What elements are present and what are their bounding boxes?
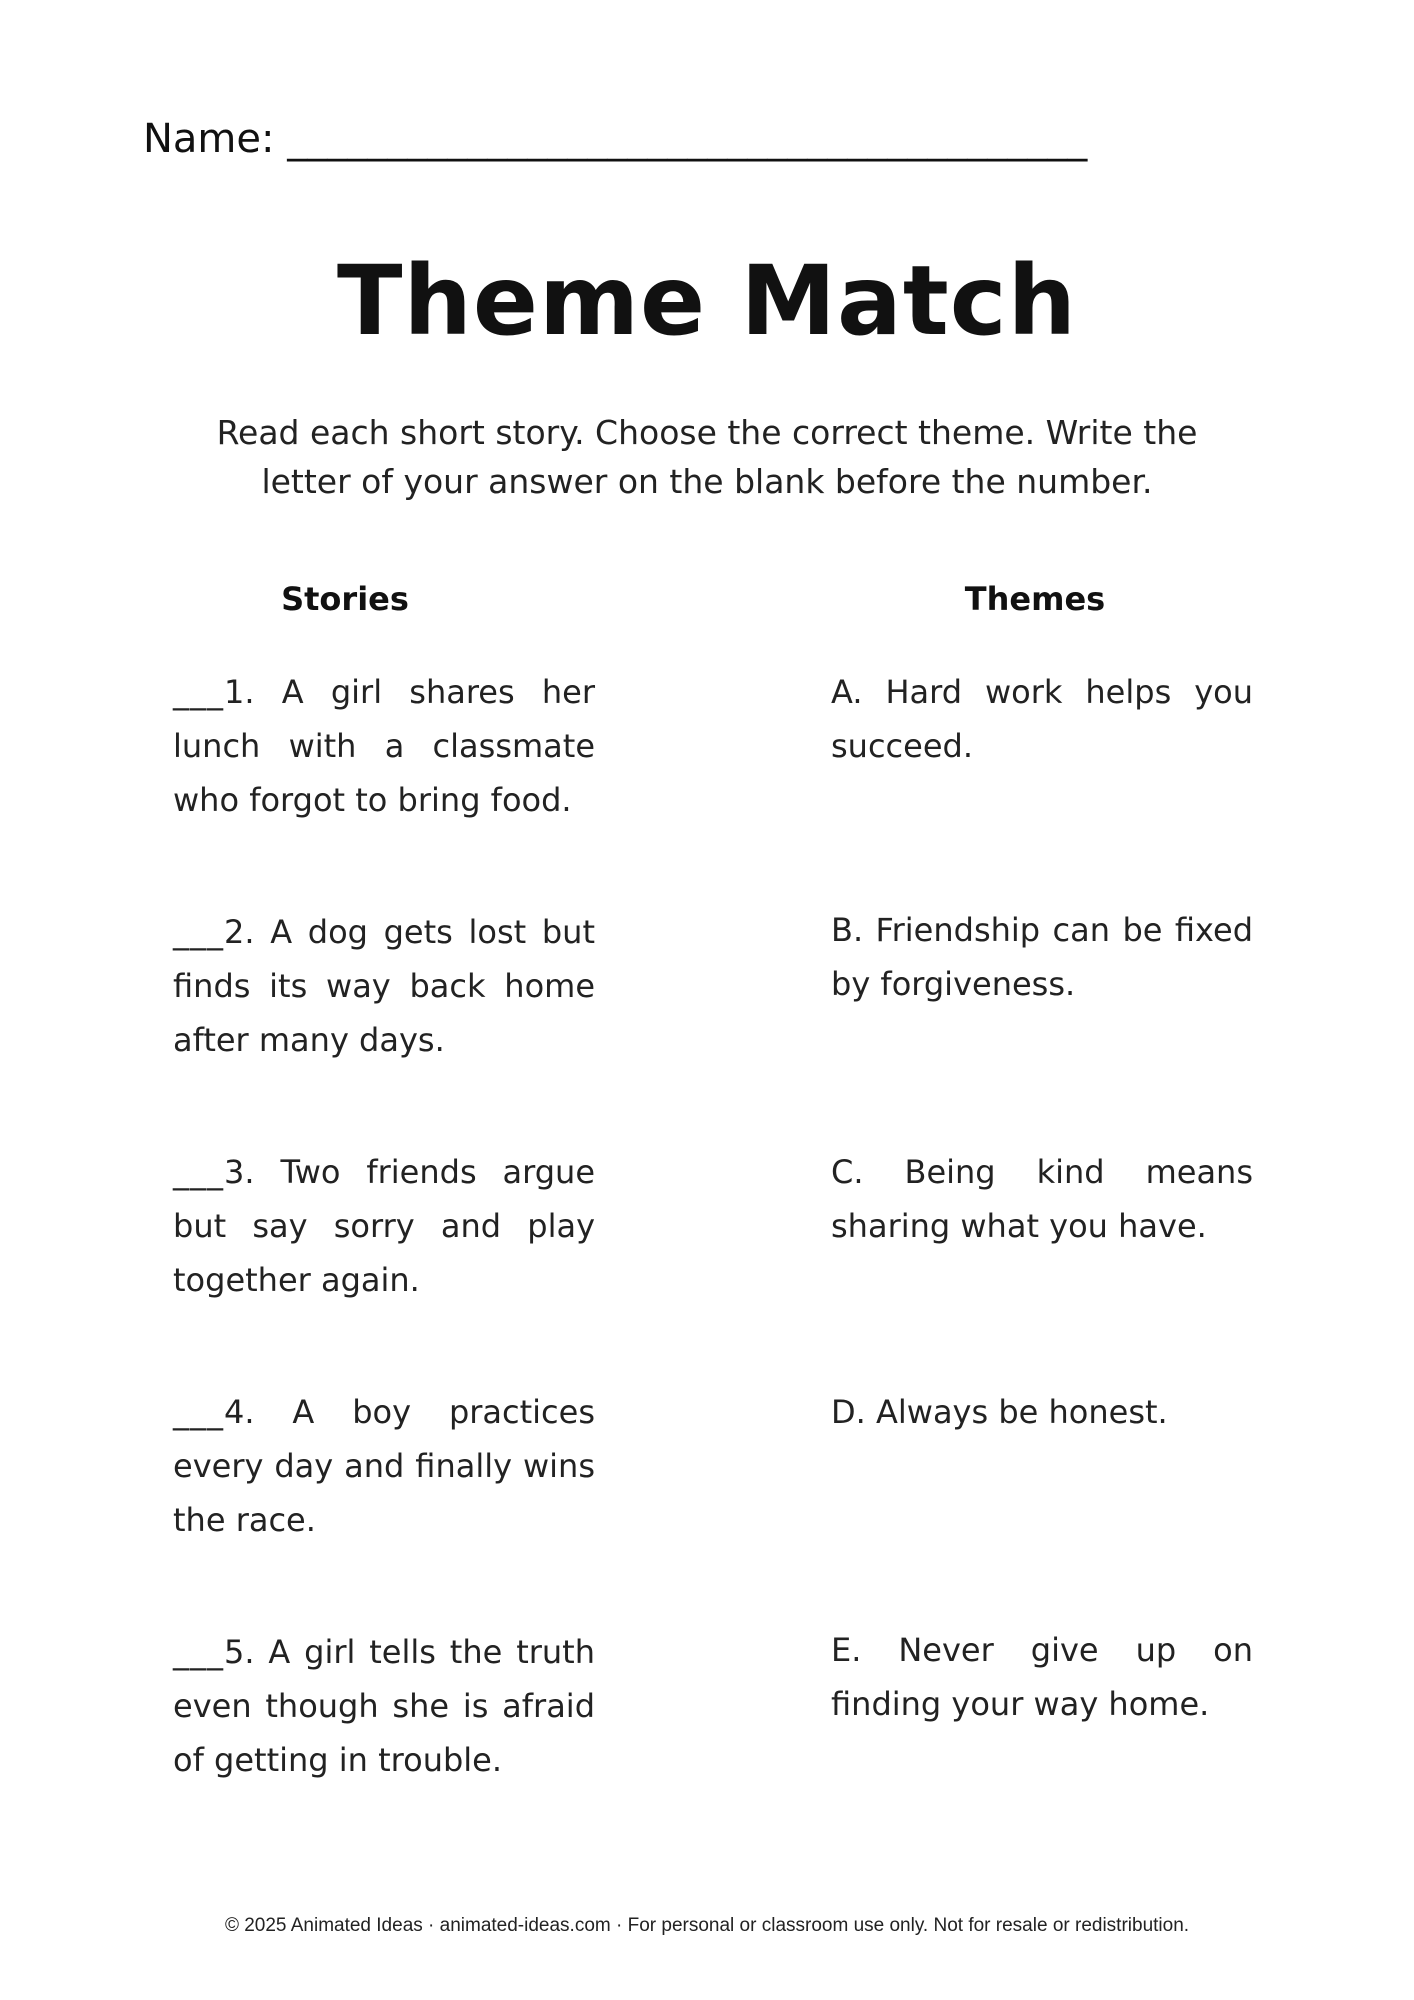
story-text: A girl tells the truth even though she is afraid of getting in trouble.	[173, 1633, 595, 1779]
story-item	[173, 665, 595, 827]
theme-text: Friendship can be fixed by forgiveness.	[831, 911, 1253, 1003]
story-number: 4.	[224, 1393, 255, 1431]
theme-letter: A.	[831, 673, 863, 711]
story-item	[173, 1145, 595, 1307]
story-text: A boy practices every day and finally wins the race.	[173, 1393, 595, 1539]
theme-text: Never give up on finding your way home.	[831, 1631, 1253, 1723]
theme-letter: B.	[831, 911, 864, 949]
theme-text: Always be honest.	[865, 1393, 1168, 1431]
story-item	[173, 905, 595, 1067]
theme-item	[831, 1145, 1253, 1253]
theme-item	[831, 1623, 1253, 1731]
answer-blank[interactable]: ___	[173, 673, 224, 711]
theme-item	[831, 903, 1253, 1011]
story-number: 2.	[224, 913, 255, 951]
theme-item	[831, 665, 1253, 773]
story-item	[173, 1625, 595, 1787]
name-line: Name: ________________________________________	[143, 116, 1088, 162]
instructions: Read each short story. Choose the correct theme. Write the letter of your answer on the blank before the number.	[216, 413, 1198, 501]
theme-letter: D.	[831, 1393, 866, 1431]
answer-blank[interactable]: ___	[173, 913, 224, 951]
copyright-footer: © 2025 Animated Ideas · animated-ideas.com · For personal or classroom use only. Not for resale or redistribution.	[224, 1915, 1190, 1936]
story-text: A dog gets lost but finds its way back home after many days.	[173, 913, 595, 1059]
story-number: 3.	[224, 1153, 255, 1191]
theme-letter: E.	[831, 1631, 862, 1669]
theme-item	[831, 1385, 1253, 1439]
stories-heading: Stories	[281, 580, 409, 618]
story-text: A girl shares her lunch with a classmate who forgot to bring food.	[173, 673, 595, 819]
page-title: Theme Match	[337, 245, 1077, 357]
theme-text: Hard work helps you succeed.	[831, 673, 1253, 765]
story-number: 1.	[224, 673, 255, 711]
answer-blank[interactable]: ___	[173, 1153, 224, 1191]
theme-letter: C.	[831, 1153, 864, 1191]
story-item	[173, 1385, 595, 1547]
story-text: Two friends argue but say sorry and play together again.	[173, 1153, 595, 1299]
answer-blank[interactable]: ___	[173, 1393, 224, 1431]
answer-blank[interactable]: ___	[173, 1633, 224, 1671]
themes-heading: Themes	[964, 580, 1106, 618]
story-number: 5.	[224, 1633, 255, 1671]
theme-text: Being kind means sharing what you have.	[831, 1153, 1253, 1245]
